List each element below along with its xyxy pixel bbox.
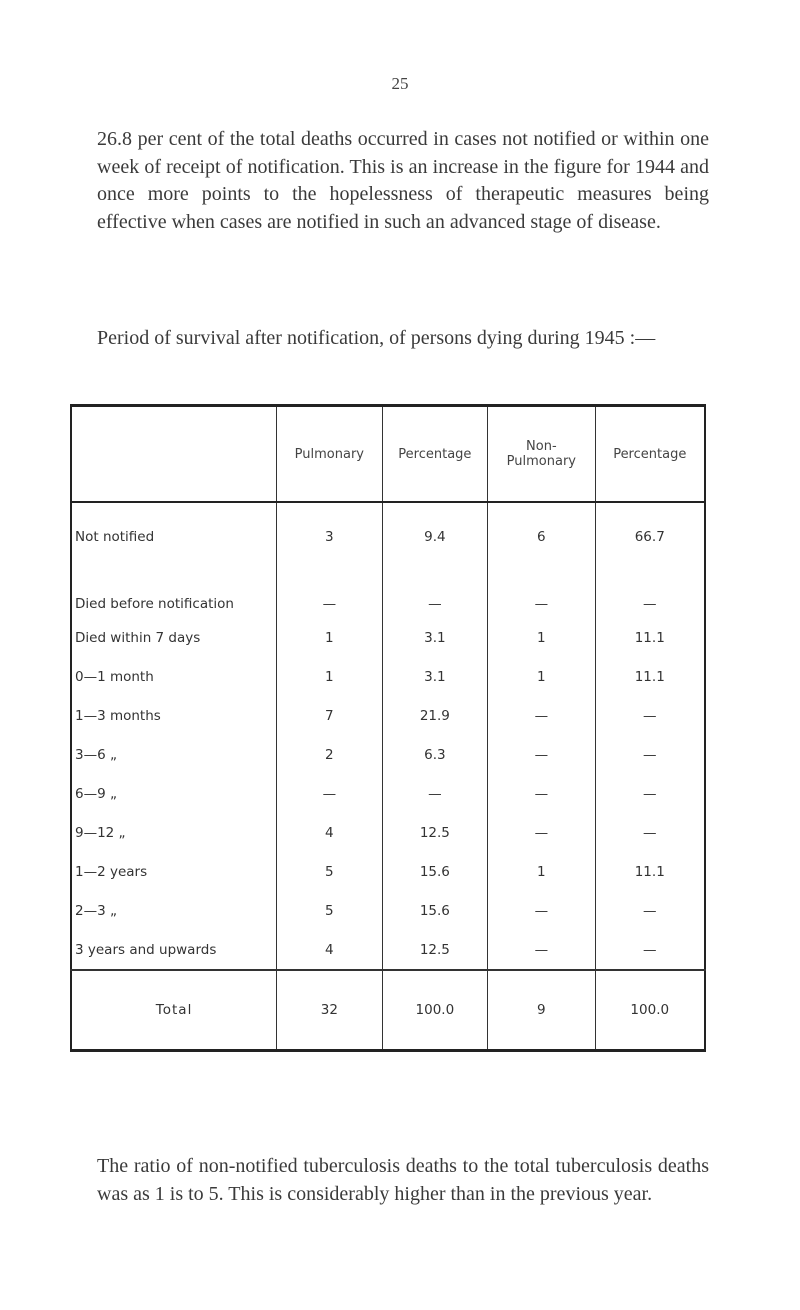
row-label: 9—12 „ <box>75 824 126 841</box>
table-row <box>71 774 705 813</box>
table-caption: Period of survival after notification, of persons dying during 1945 :— <box>97 327 656 349</box>
cell-non-pulmonary: 1 <box>488 618 595 657</box>
cell-percentage: 15.6 <box>382 852 488 891</box>
total-pulmonary: 32 <box>277 970 382 1051</box>
total-percentage: 100.0 <box>382 970 488 1051</box>
header-non-pulmonary-line2: Pulmonary <box>506 454 576 469</box>
cell-percentage-2: 11.1 <box>595 618 705 657</box>
cell-non-pulmonary: — <box>488 735 595 774</box>
cell-non-pulmonary: 6 <box>488 502 595 556</box>
survival-table-container <box>70 404 706 1058</box>
table-row <box>71 930 705 970</box>
header-percentage-2: Percentage <box>595 406 705 503</box>
table-row <box>71 556 705 618</box>
cell-percentage: 21.9 <box>382 696 488 735</box>
cell-pulmonary: 2 <box>277 735 382 774</box>
cell-non-pulmonary: — <box>488 930 595 970</box>
cell-pulmonary: — <box>277 774 382 813</box>
cell-non-pulmonary: — <box>488 696 595 735</box>
conclusion-paragraph: The ratio of non-notified tuberculosis deaths to the total tuberculosis deaths was as 1 is to 5. This is considerably higher than in the previous year. <box>97 1155 709 1205</box>
survival-table <box>70 404 706 1052</box>
cell-pulmonary: 1 <box>277 657 382 696</box>
row-label: 1—3 months <box>75 707 161 724</box>
cell-percentage-2: — <box>595 813 705 852</box>
total-non-pulmonary: 9 <box>488 970 595 1051</box>
row-label: 6—9 „ <box>75 785 117 802</box>
cell-percentage-2: 66.7 <box>595 502 705 556</box>
table-row <box>71 852 705 891</box>
table-row <box>71 502 705 556</box>
header-non-pulmonary <box>488 406 595 503</box>
cell-non-pulmonary: 1 <box>488 657 595 696</box>
header-percentage: Percentage <box>382 406 488 503</box>
cell-percentage-2: 11.1 <box>595 657 705 696</box>
cell-pulmonary: 5 <box>277 852 382 891</box>
cell-pulmonary: 1 <box>277 618 382 657</box>
cell-pulmonary: 4 <box>277 930 382 970</box>
cell-pulmonary: 7 <box>277 696 382 735</box>
cell-percentage-2: — <box>595 891 705 930</box>
cell-pulmonary: — <box>277 556 382 618</box>
cell-percentage: 3.1 <box>382 618 488 657</box>
cell-percentage-2: — <box>595 774 705 813</box>
row-label: 2—3 „ <box>75 902 117 919</box>
table-row <box>71 657 705 696</box>
cell-pulmonary: 5 <box>277 891 382 930</box>
cell-non-pulmonary: — <box>488 891 595 930</box>
table-row <box>71 813 705 852</box>
total-percentage-2: 100.0 <box>595 970 705 1051</box>
cell-percentage-2: — <box>595 696 705 735</box>
cell-percentage: — <box>382 774 488 813</box>
cell-percentage: 6.3 <box>382 735 488 774</box>
cell-percentage: 3.1 <box>382 657 488 696</box>
cell-percentage: 15.6 <box>382 891 488 930</box>
row-label: Died within 7 days <box>75 629 201 646</box>
table-row <box>71 891 705 930</box>
cell-percentage: 12.5 <box>382 930 488 970</box>
cell-percentage: — <box>382 556 488 618</box>
cell-percentage-2: — <box>595 735 705 774</box>
cell-percentage-2: 11.1 <box>595 852 705 891</box>
cell-pulmonary: 3 <box>277 502 382 556</box>
table-row <box>71 696 705 735</box>
table-header-row <box>71 406 705 503</box>
cell-non-pulmonary: — <box>488 813 595 852</box>
row-label: 0—1 month <box>75 668 154 685</box>
intro-paragraph: 26.8 per cent of the total deaths occurred in cases not notified or within one week of receipt of notification. This is an increase in the figure for 1944 and once more points to the hopelessness of therapeutic measures being effective when cases are notified in such an advanced stage of disease. <box>97 128 709 233</box>
header-label-blank <box>71 406 277 503</box>
table-row <box>71 618 705 657</box>
cell-pulmonary: 4 <box>277 813 382 852</box>
cell-percentage: 12.5 <box>382 813 488 852</box>
header-pulmonary: Pulmonary <box>277 406 382 503</box>
header-non-pulmonary-line1: Non- <box>526 439 557 454</box>
table-row <box>71 735 705 774</box>
cell-non-pulmonary: — <box>488 556 595 618</box>
total-label: Total <box>71 970 277 1051</box>
page-number: 25 <box>391 74 409 93</box>
row-label: Died before notification <box>75 596 234 612</box>
cell-percentage-2: — <box>595 930 705 970</box>
row-label: Not notified <box>75 528 155 545</box>
row-label: 1—2 years <box>75 863 148 880</box>
row-label: 3 years and upwards <box>75 941 217 958</box>
cell-non-pulmonary: — <box>488 774 595 813</box>
table-total-row <box>71 970 705 1051</box>
cell-percentage-2: — <box>595 556 705 618</box>
cell-non-pulmonary: 1 <box>488 852 595 891</box>
table-body <box>71 502 705 1051</box>
row-label: 3—6 „ <box>75 746 117 763</box>
cell-percentage: 9.4 <box>382 502 488 556</box>
